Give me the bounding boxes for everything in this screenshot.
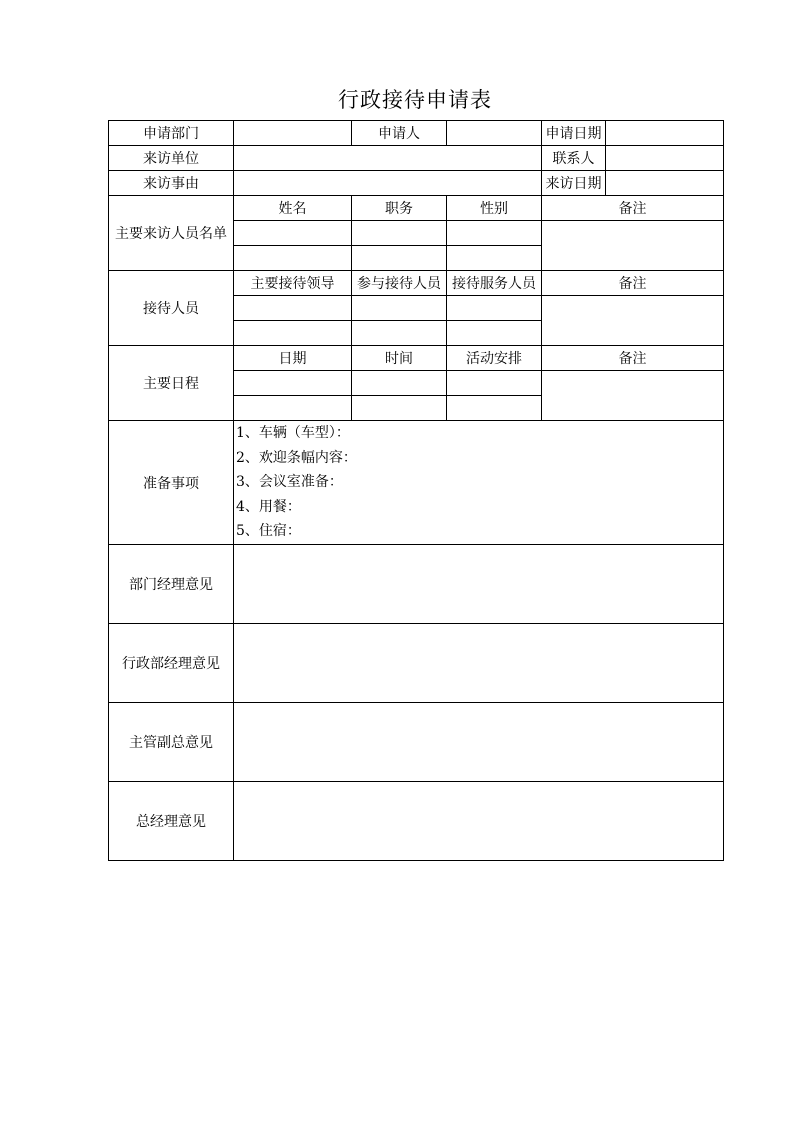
visitors-header-name: 姓名 xyxy=(234,196,352,221)
hosts-header-row xyxy=(109,271,724,296)
visit-reason-label: 来访事由 xyxy=(109,171,234,196)
visitor-gender-cell[interactable] xyxy=(447,246,542,271)
gm-opinion-label: 总经理意见 xyxy=(109,782,234,861)
contact-label: 联系人 xyxy=(542,146,606,171)
preparation-items[interactable] xyxy=(234,421,724,545)
visitor-title-cell[interactable] xyxy=(352,246,447,271)
dept-manager-opinion-row xyxy=(109,545,724,624)
preparation-item-dining: 4、用餐： xyxy=(236,498,301,515)
schedule-label: 主要日程 xyxy=(109,346,234,421)
hosts-header-service: 接待服务人员 xyxy=(447,271,542,296)
schedule-header-remarks: 备注 xyxy=(542,346,724,371)
row-visit-reason xyxy=(109,171,724,196)
schedule-date-cell[interactable] xyxy=(234,396,352,421)
dept-field[interactable] xyxy=(234,121,352,146)
gm-opinion-row xyxy=(109,782,724,861)
visitor-title-cell[interactable] xyxy=(352,221,447,246)
admin-manager-opinion-label: 行政部经理意见 xyxy=(109,624,234,703)
visit-date-label: 来访日期 xyxy=(542,171,606,196)
hosts-label: 接待人员 xyxy=(109,271,234,346)
host-participant-cell[interactable] xyxy=(352,321,447,346)
schedule-header-date: 日期 xyxy=(234,346,352,371)
visitors-header-remarks: 备注 xyxy=(542,196,724,221)
form-title: 行政接待申请表 xyxy=(338,88,492,112)
schedule-header-time: 时间 xyxy=(352,346,447,371)
admin-manager-opinion-row xyxy=(109,624,724,703)
preparation-item-vehicle: 1、车辆（车型）： xyxy=(236,425,350,441)
schedule-activity-cell[interactable] xyxy=(447,396,542,421)
host-service-cell[interactable] xyxy=(447,321,542,346)
applicant-label: 申请人 xyxy=(352,121,447,146)
schedule-time-cell[interactable] xyxy=(352,371,447,396)
dept-manager-opinion-field[interactable] xyxy=(234,545,724,624)
dept-label: 申请部门 xyxy=(109,121,234,146)
visiting-unit-label: 来访单位 xyxy=(109,146,234,171)
visitor-gender-cell[interactable] xyxy=(447,221,542,246)
apply-date-label: 申请日期 xyxy=(542,121,606,146)
reception-application-form xyxy=(108,120,724,861)
visitors-remarks-cell[interactable] xyxy=(542,221,724,271)
vp-opinion-field[interactable] xyxy=(234,703,724,782)
row-visiting-unit xyxy=(109,146,724,171)
visitors-label: 主要来访人员名单 xyxy=(109,196,234,271)
visitor-name-cell[interactable] xyxy=(234,246,352,271)
hosts-header-leader: 主要接待领导 xyxy=(234,271,352,296)
visitors-header-title: 职务 xyxy=(352,196,447,221)
visitor-name-cell[interactable] xyxy=(234,221,352,246)
visit-reason-field[interactable] xyxy=(234,171,542,196)
schedule-time-cell[interactable] xyxy=(352,396,447,421)
applicant-field[interactable] xyxy=(447,121,542,146)
host-leader-cell[interactable] xyxy=(234,296,352,321)
schedule-header-activity: 活动安排 xyxy=(447,346,542,371)
admin-manager-opinion-field[interactable] xyxy=(234,624,724,703)
gm-opinion-field[interactable] xyxy=(234,782,724,861)
visitors-header-row xyxy=(109,196,724,221)
dept-manager-opinion-label: 部门经理意见 xyxy=(109,545,234,624)
preparation-item-banner: 2、欢迎条幅内容： xyxy=(236,449,357,466)
host-leader-cell[interactable] xyxy=(234,321,352,346)
schedule-activity-cell[interactable] xyxy=(447,371,542,396)
hosts-remarks-cell[interactable] xyxy=(542,296,724,346)
schedule-date-cell[interactable] xyxy=(234,371,352,396)
apply-date-field[interactable] xyxy=(606,121,724,146)
vp-opinion-label: 主管副总意见 xyxy=(109,703,234,782)
preparation-item-meeting-room: 3、会议室准备： xyxy=(236,474,343,491)
hosts-header-participants: 参与接待人员 xyxy=(352,271,447,296)
preparation-row xyxy=(109,421,724,545)
host-service-cell[interactable] xyxy=(447,296,542,321)
schedule-header-row xyxy=(109,346,724,371)
schedule-remarks-cell[interactable] xyxy=(542,371,724,421)
visit-date-field[interactable] xyxy=(606,171,724,196)
hosts-header-remarks: 备注 xyxy=(542,271,724,296)
visitors-header-gender: 性别 xyxy=(447,196,542,221)
visiting-unit-field[interactable] xyxy=(234,146,542,171)
vp-opinion-row xyxy=(109,703,724,782)
preparation-item-lodging: 5、住宿： xyxy=(236,523,301,540)
preparation-label: 准备事项 xyxy=(109,421,234,545)
row-department xyxy=(109,121,724,146)
contact-field[interactable] xyxy=(606,146,724,171)
host-participant-cell[interactable] xyxy=(352,296,447,321)
